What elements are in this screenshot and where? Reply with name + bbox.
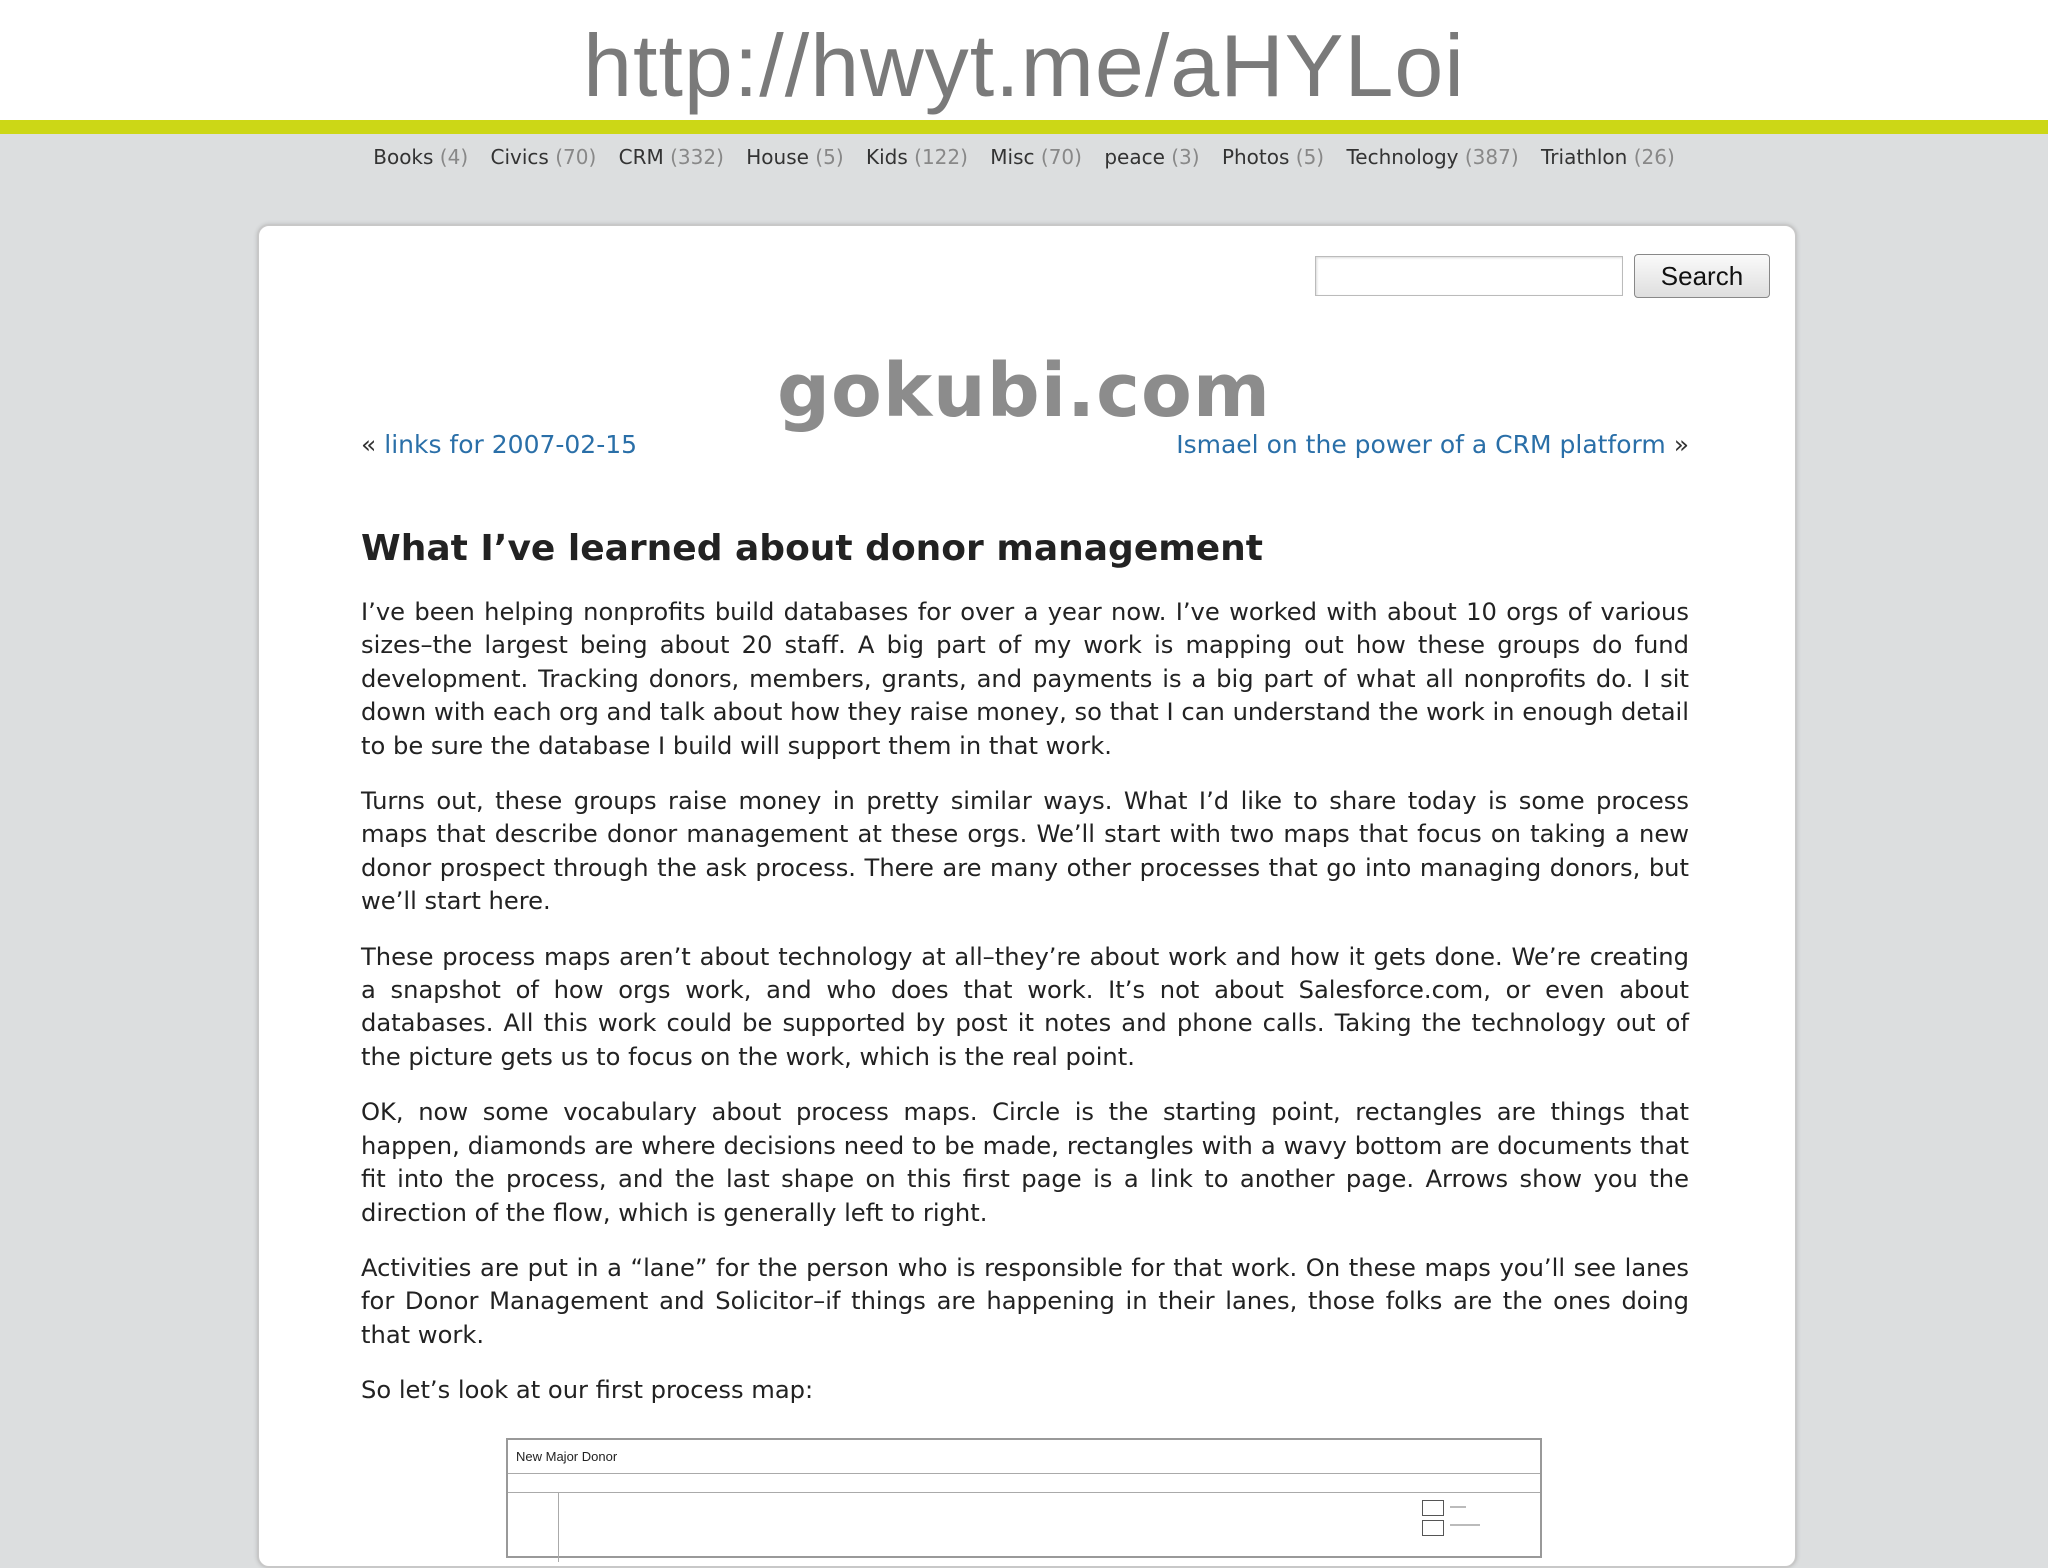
post-paragraph: Turns out, these groups raise money in pretty similar ways. What I’d like to share today is some process maps that describe donor management at these orgs. We’ll start with two maps that focus on taking a new donor prospect through the ask process. There are many other processes that go into managing donors, but we’ll start here.: [361, 787, 1689, 916]
category-link[interactable]: [373, 145, 468, 169]
category-count: (122): [914, 145, 968, 169]
category-nav: [0, 142, 2048, 172]
process-map-divider: [508, 1492, 1540, 1493]
category-count: (5): [815, 145, 844, 169]
next-post-nav: [1176, 428, 1689, 462]
category-count: (4): [439, 145, 469, 169]
category-link[interactable]: [746, 145, 843, 169]
category-count: (70): [555, 145, 597, 169]
category-name: Kids: [866, 145, 908, 169]
category-link[interactable]: [1104, 145, 1199, 169]
category-name: Photos: [1221, 145, 1290, 169]
legend-line: [1450, 1506, 1466, 1508]
post-paragraph: I’ve been helping nonprofits build databases for over a year now. I’ve worked with about 10 orgs of various sizes–the largest being about 20 staff. A big part of my work is mapping out how these groups do fund development. Tracking donors, members, grants, and payments is a big part of what all nonprofits do. I sit down with each org and talk about how they raise money, so that I can understand the work in enough detail to be sure the database I build will support them in that work.: [361, 598, 1689, 760]
category-count: (3): [1171, 145, 1200, 169]
category-name: Technology: [1346, 145, 1459, 169]
process-map-lane-divider: [558, 1492, 559, 1562]
prev-arrow: «: [361, 430, 377, 459]
post-body: [361, 596, 1689, 1430]
site-logo[interactable]: gokubi.com: [777, 348, 1271, 434]
next-arrow: »: [1673, 430, 1689, 459]
accent-bar: [0, 120, 2048, 134]
post-paragraph: These process maps aren’t about technology at all–they’re about work and how it gets done. We’re creating a snapshot of how orgs work, and who does that work. It’s not about Salesforce.com, or even about databases. All this work could be supported by post it notes and phone calls. Taking the technology out of the picture gets us to focus on the work, which is the real point.: [361, 942, 1689, 1071]
prev-post-link[interactable]: links for 2007-02-15: [384, 430, 638, 459]
category-name: Books: [373, 145, 434, 169]
legend-box-icon: [1422, 1520, 1444, 1536]
category-link[interactable]: [1222, 145, 1324, 169]
category-count: (70): [1040, 145, 1082, 169]
category-name: peace: [1104, 145, 1165, 169]
post-title: What I’ve learned about donor management: [361, 528, 1264, 569]
process-map-image: [506, 1438, 1542, 1558]
process-map-title: New Major Donor: [508, 1440, 1540, 1474]
prev-post-nav: [361, 428, 637, 462]
category-name: Triathlon: [1541, 145, 1628, 169]
category-name: CRM: [618, 145, 664, 169]
legend-box-icon: [1422, 1500, 1444, 1516]
slide-header: [0, 0, 2048, 120]
legend-line: [1450, 1524, 1480, 1526]
category-name: Misc: [990, 145, 1035, 169]
next-post-link[interactable]: Ismael on the power of a CRM platform: [1176, 430, 1666, 459]
category-link[interactable]: [1541, 145, 1675, 169]
category-count: (5): [1295, 145, 1325, 169]
post-paragraph: OK, now some vocabulary about process maps. Circle is the starting point, rectangles are things that happen, diamonds are where decisions need to be made, rectangles with a wavy bottom are documents that fit into the process, and the last shape on this first page is a link to another page. Arrows show you the direction of the flow, which is generally left to right.: [361, 1098, 1689, 1227]
search-button[interactable]: Search: [1634, 254, 1770, 298]
slide-url: http://hwyt.me/aHYLoi: [583, 16, 1465, 115]
process-map-legend: [1422, 1500, 1482, 1560]
post-paragraph: So let’s look at our first process map:: [361, 1376, 814, 1405]
category-link[interactable]: [866, 145, 968, 169]
category-count: (387): [1464, 145, 1519, 169]
post-paragraph: Activities are put in a “lane” for the person who is responsible for that work. On these maps you’ll see lanes for Donor Management and Solicitor–if things are happening in their lanes, those folks are the ones doing that work.: [361, 1253, 1689, 1349]
category-name: House: [746, 145, 809, 169]
category-link[interactable]: [491, 145, 597, 169]
category-link[interactable]: [619, 145, 724, 169]
search-input[interactable]: [1315, 256, 1623, 296]
category-count: (26): [1633, 145, 1675, 169]
category-link[interactable]: [990, 145, 1082, 169]
category-name: Civics: [490, 145, 549, 169]
category-count: (332): [670, 145, 724, 169]
category-link[interactable]: [1346, 145, 1518, 169]
